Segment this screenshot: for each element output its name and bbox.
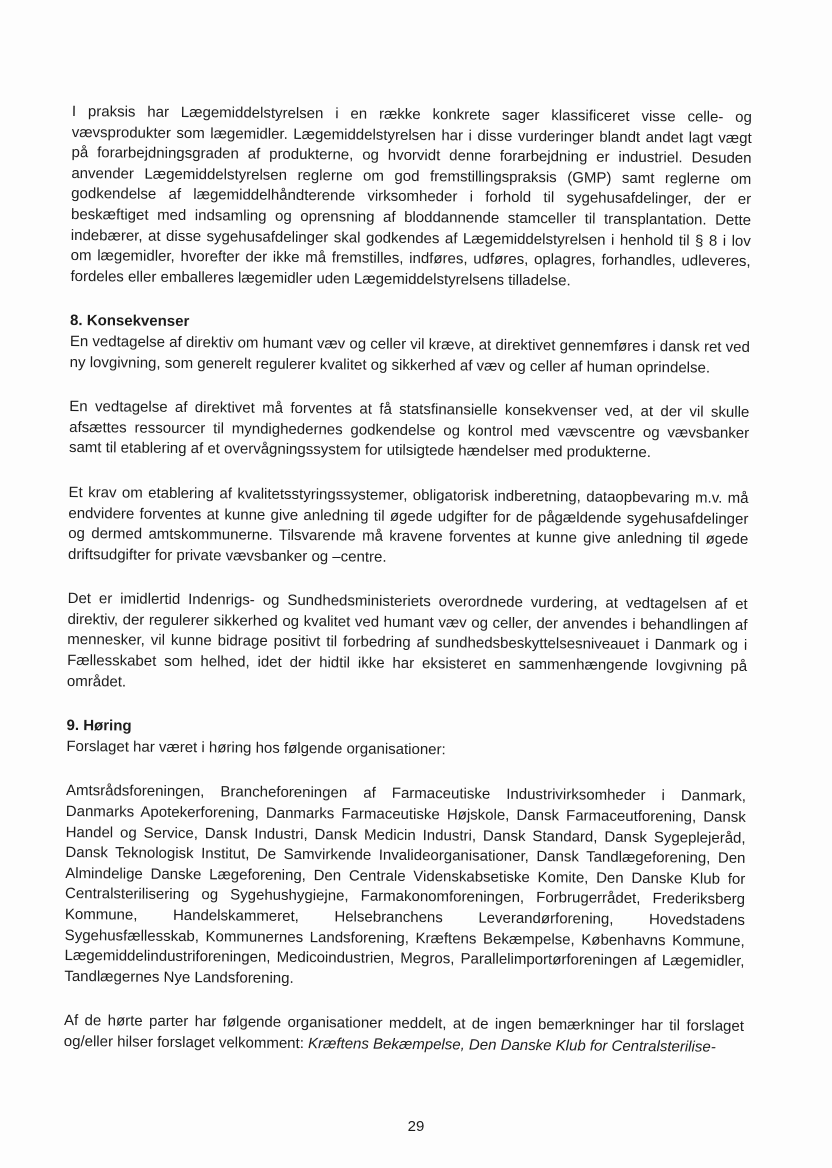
paragraph-konsekvenser-2: En vedtagelse af direktivet må forventes at få statsfinansielle konsekvenser ved, at der vil skulle afsættes ressourcer til myndighedernes godkendelse og kontrol med vævscentre og vævsbanker samt til etablering af et overvågningssystem for utilsigtede hændelser med produkterne. <box>68 398 750 462</box>
paragraph-konsekvenser-1: En vedtagelse af direktiv om humant væv og celler vil kræve, at direktivet gennemføres i dansk ret ved ny lovgivning, som generelt regulerer kvalitet og sikkerhed af væv og celler af human oprindelse. <box>69 332 750 377</box>
document-body <box>64 102 752 1058</box>
page-number: 29 <box>407 1118 425 1135</box>
paragraph-organisation-list: Amtsrådsforeningen, Brancheforeningen af Farmaceutiske Industrivirksomheder i Danmark, Danmarks Apotekerforening, Danmarks Farmaceutiske Højskole, Dansk Farmaceutforening, Dansk Handel og Service, Dansk Industri, Dansk Medicin Industri, Dansk Standard, Dansk Sygeplejeråd, Dansk Teknologisk Institut, De Samvirkende Invalideorganisationer, Dansk Tandlægeforening, Den Almindelige Danske Lægeforening, Den Centrale Videnskabsetiske Komite, Den Danske Klub for Centralsterilisering og Sygehushygiejne, Farmakonomforeningen, Forbrugerrådet, Frederiksberg Kommune, Handelskammeret, Helsebranchens Leverandørforening, Hovedstadens Sygehusfællesskab, Kommunernes Landsforening, Kræftens Bekæmpelse, Københavns Kommune, Lægemiddelindustriforeningen, Medicoindustrien, Megros, Parallelimportørforeningen af Lægemidler, Tandlægernes Nye Landsforening. <box>64 782 747 987</box>
paragraph-horing-responses <box>64 1011 744 1058</box>
paragraph-horing-responses-italic: Kræftens Bekæmpelse, Den Danske Klub for Centralsterilise- <box>307 1035 716 1056</box>
paragraph-horing-responses-text: Af de hørte parter har følgende organisationer meddelt, at de ingen bemærkninger har til forslaget og/eller hilser forslaget velkomment: <box>63 1012 745 1053</box>
section-heading-horing: 9. Høring <box>66 717 132 735</box>
paragraph-horing-intro: Forslaget har været i høring hos følgende organisationer: <box>66 737 446 759</box>
paragraph-konsekvenser-3: Et krav om etablering af kvalitetsstyringssystemer, obligatorisk indberetning, dataopbevaring m.v. må endvidere forventes at kunne give anledning til øgede udgifter for de pågældende sygehusafdelinger og dermed amtskommunerne. Tilsvarende må kravene forventes at kunne give anledning til øgede driftsudgifter for private vævsbanker og –centre. <box>67 483 749 566</box>
section-heading-konsekvenser: 8. Konsekvenser <box>70 312 190 331</box>
paragraph-classification: I praksis har Lægemiddelstyrelsen i en række konkrete sager klassificeret visse celle- og vævsprodukter som lægemidler. Lægemiddelstyrelsen har i disse vurderinger blandt andet lagt vægt på forarbejdningsgraden af produkterne, og hvorvidt denne forarbejdning er industriel. Desuden anvender Lægemiddelstyrelsen reglerne om god fremstillingspraksis (GMP) samt reglerne om godkendelse af lægemiddelhåndterende virksomheder i forhold til sygehusafdelinger, der er beskæftiget med indsamling og oprensning af bloddannende stamceller til transplantation. Dette indebærer, at disse sygehusafdelinger skal godkendes af Lægemiddelstyrelsen i henhold til § 8 i lov om lægemidler, hvorefter der ikke må fremstilles, indføres, udføres, oplagres, forhandles, udleveres, fordeles eller emballeres lægemidler uden Lægemiddelstyrelsens tilladelse. <box>70 102 752 290</box>
paragraph-konsekvenser-4: Det er imidlertid Indenrigs- og Sundhedsministeriets overordnede vurdering, at vedtagelsen af et direktiv, der regulerer sikkerhed og kvalitet ved humant væv og celler, der anvendes i behandlingen af mennesker, vil kunne bidrage positivt til forbedring af sundhedsbeskyttelsesniveauet i Danmark og i Fællesskabet som helhed, idet der hidtil ikke har eksisteret en sammenhængende lovgivning på området. <box>66 590 748 691</box>
